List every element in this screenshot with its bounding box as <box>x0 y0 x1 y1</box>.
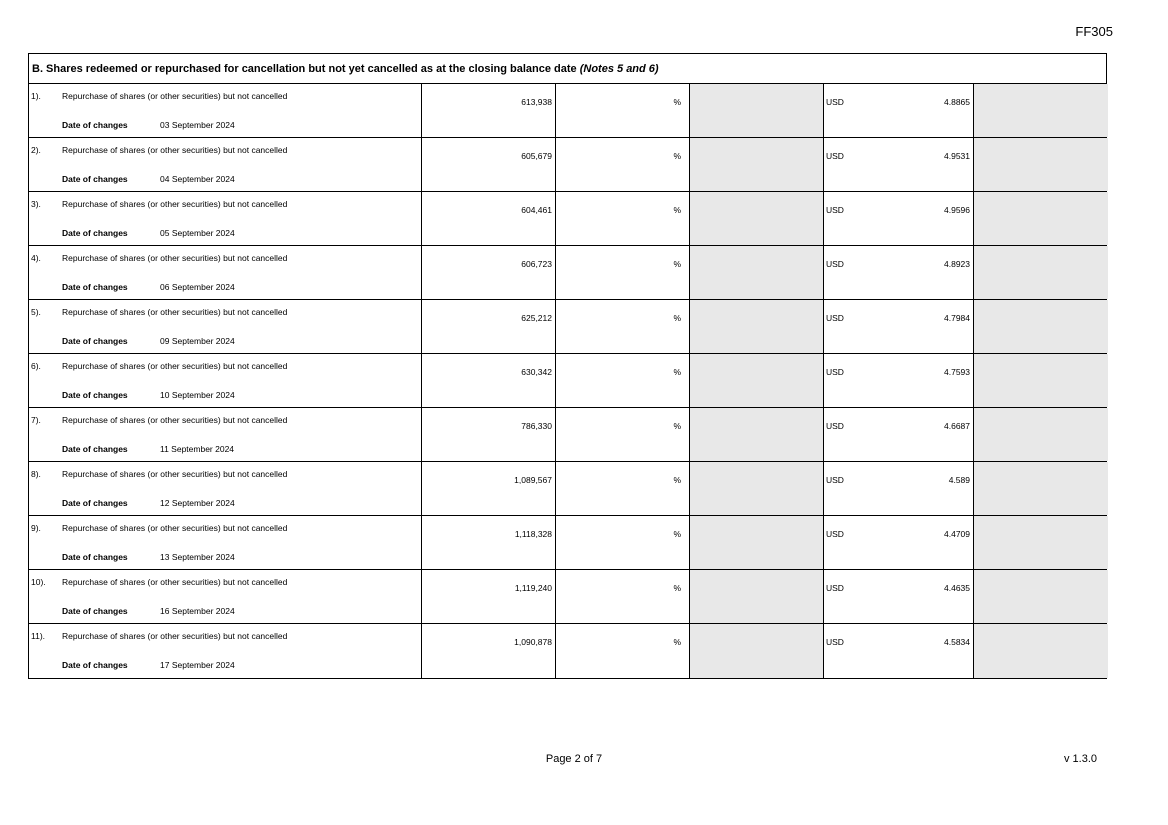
blank-shaded-cell <box>974 570 1108 623</box>
entry-index: 11). <box>31 631 46 641</box>
entry-index: 6). <box>31 361 41 371</box>
table-row <box>29 408 1106 462</box>
quantity-value: 604,461 <box>521 205 552 215</box>
date-value: 04 September 2024 <box>160 174 235 184</box>
table-row <box>29 624 1106 678</box>
price-cell <box>824 408 974 461</box>
percent-cell <box>556 300 690 353</box>
percent-cell <box>556 462 690 515</box>
percent-symbol: % <box>673 529 681 539</box>
date-value: 17 September 2024 <box>160 660 235 670</box>
quantity-cell <box>422 570 556 623</box>
quantity-cell <box>422 138 556 191</box>
price-cell <box>824 300 974 353</box>
entry-description: Repurchase of shares (or other securities) but not cancelled <box>62 253 288 263</box>
date-value: 13 September 2024 <box>160 552 235 562</box>
blank-shaded-cell <box>690 246 824 299</box>
price-value: 4.589 <box>948 475 970 485</box>
currency-code: USD <box>826 637 844 647</box>
date-caption: Date of changes <box>62 660 128 670</box>
price-value: 4.7984 <box>944 313 970 323</box>
date-caption: Date of changes <box>62 444 128 454</box>
entry-index: 8). <box>31 469 41 479</box>
section-title <box>29 54 1106 84</box>
entry-description: Repurchase of shares (or other securities) but not cancelled <box>62 469 288 479</box>
blank-shaded-cell <box>974 84 1108 137</box>
entry-index: 3). <box>31 199 41 209</box>
percent-symbol: % <box>673 97 681 107</box>
percent-symbol: % <box>673 421 681 431</box>
section-notes: (Notes 5 and 6) <box>579 63 659 75</box>
price-value: 4.8923 <box>944 259 970 269</box>
date-caption: Date of changes <box>62 498 128 508</box>
date-caption: Date of changes <box>62 174 128 184</box>
table-row <box>29 246 1106 300</box>
entry-description: Repurchase of shares (or other securities) but not cancelled <box>62 145 288 155</box>
blank-shaded-cell <box>690 516 824 569</box>
description-cell <box>29 408 422 461</box>
entry-index: 1). <box>31 91 41 101</box>
currency-code: USD <box>826 259 844 269</box>
entry-description: Repurchase of shares (or other securities) but not cancelled <box>62 91 288 101</box>
date-value: 16 September 2024 <box>160 606 235 616</box>
quantity-cell <box>422 192 556 245</box>
currency-code: USD <box>826 583 844 593</box>
percent-symbol: % <box>673 637 681 647</box>
price-value: 4.4635 <box>944 583 970 593</box>
currency-code: USD <box>826 367 844 377</box>
blank-shaded-cell <box>690 570 824 623</box>
currency-code: USD <box>826 421 844 431</box>
percent-cell <box>556 624 690 678</box>
quantity-cell <box>422 516 556 569</box>
blank-shaded-cell <box>974 408 1108 461</box>
table-row <box>29 354 1106 408</box>
date-value: 03 September 2024 <box>160 120 235 130</box>
quantity-value: 1,090,878 <box>514 637 552 647</box>
percent-symbol: % <box>673 205 681 215</box>
quantity-value: 630,342 <box>521 367 552 377</box>
description-cell <box>29 192 422 245</box>
quantity-value: 625,212 <box>521 313 552 323</box>
date-value: 11 September 2024 <box>160 444 235 454</box>
price-cell <box>824 138 974 191</box>
entry-description: Repurchase of shares (or other securities) but not cancelled <box>62 361 288 371</box>
blank-shaded-cell <box>974 300 1108 353</box>
description-cell <box>29 246 422 299</box>
percent-symbol: % <box>673 313 681 323</box>
version-label: v 1.3.0 <box>1063 753 1097 765</box>
percent-symbol: % <box>673 583 681 593</box>
blank-shaded-cell <box>690 354 824 407</box>
entries-list <box>29 84 1106 678</box>
table-row <box>29 300 1106 354</box>
table-row <box>29 516 1106 570</box>
table-row <box>29 192 1106 246</box>
date-caption: Date of changes <box>62 120 128 130</box>
blank-shaded-cell <box>690 138 824 191</box>
price-cell <box>824 192 974 245</box>
quantity-cell <box>422 300 556 353</box>
quantity-value: 613,938 <box>521 97 552 107</box>
price-value: 4.9596 <box>944 205 970 215</box>
date-caption: Date of changes <box>62 228 128 238</box>
blank-shaded-cell <box>974 246 1108 299</box>
price-cell <box>824 570 974 623</box>
currency-code: USD <box>826 529 844 539</box>
entry-index: 10). <box>31 577 46 587</box>
description-cell <box>29 300 422 353</box>
page-number: Page 2 of 7 <box>545 753 603 765</box>
quantity-cell <box>422 408 556 461</box>
quantity-value: 1,089,567 <box>514 475 552 485</box>
date-caption: Date of changes <box>62 390 128 400</box>
quantity-value: 605,679 <box>521 151 552 161</box>
price-cell <box>824 354 974 407</box>
date-value: 09 September 2024 <box>160 336 235 346</box>
blank-shaded-cell <box>974 624 1108 678</box>
percent-cell <box>556 516 690 569</box>
entry-index: 4). <box>31 253 41 263</box>
price-value: 4.8865 <box>944 97 970 107</box>
price-value: 4.7593 <box>944 367 970 377</box>
table-row <box>29 138 1106 192</box>
quantity-cell <box>422 462 556 515</box>
blank-shaded-cell <box>974 462 1108 515</box>
entry-description: Repurchase of shares (or other securities) but not cancelled <box>62 415 288 425</box>
description-cell <box>29 570 422 623</box>
blank-shaded-cell <box>690 84 824 137</box>
blank-shaded-cell <box>974 192 1108 245</box>
blank-shaded-cell <box>690 300 824 353</box>
quantity-value: 786,330 <box>521 421 552 431</box>
percent-cell <box>556 408 690 461</box>
blank-shaded-cell <box>690 192 824 245</box>
quantity-value: 606,723 <box>521 259 552 269</box>
blank-shaded-cell <box>974 138 1108 191</box>
percent-cell <box>556 246 690 299</box>
table-row <box>29 462 1106 516</box>
price-cell <box>824 246 974 299</box>
entry-description: Repurchase of shares (or other securities) but not cancelled <box>62 307 288 317</box>
percent-cell <box>556 138 690 191</box>
quantity-cell <box>422 246 556 299</box>
quantity-value: 1,119,240 <box>514 583 552 593</box>
quantity-cell <box>422 354 556 407</box>
percent-cell <box>556 192 690 245</box>
description-cell <box>29 354 422 407</box>
entry-description: Repurchase of shares (or other securities) but not cancelled <box>62 199 288 209</box>
entry-description: Repurchase of shares (or other securities) but not cancelled <box>62 523 288 533</box>
currency-code: USD <box>826 475 844 485</box>
quantity-cell <box>422 624 556 678</box>
percent-symbol: % <box>673 367 681 377</box>
currency-code: USD <box>826 205 844 215</box>
blank-shaded-cell <box>974 354 1108 407</box>
section-title-text: B. Shares redeemed or repurchased for cancellation but not yet cancelled as at the closing balance date <box>32 63 577 75</box>
currency-code: USD <box>826 151 844 161</box>
quantity-value: 1,118,328 <box>514 529 552 539</box>
date-value: 12 September 2024 <box>160 498 235 508</box>
entry-index: 2). <box>31 145 41 155</box>
entry-index: 5). <box>31 307 41 317</box>
quantity-cell <box>422 84 556 137</box>
percent-cell <box>556 570 690 623</box>
date-value: 05 September 2024 <box>160 228 235 238</box>
percent-symbol: % <box>673 151 681 161</box>
blank-shaded-cell <box>690 462 824 515</box>
form-code: FF305 <box>1075 24 1113 39</box>
entry-description: Repurchase of shares (or other securities) but not cancelled <box>62 577 288 587</box>
price-value: 4.6687 <box>944 421 970 431</box>
description-cell <box>29 516 422 569</box>
percent-cell <box>556 84 690 137</box>
table-row <box>29 84 1106 138</box>
table-row <box>29 570 1106 624</box>
price-cell <box>824 516 974 569</box>
blank-shaded-cell <box>690 408 824 461</box>
entry-description: Repurchase of shares (or other securities) but not cancelled <box>62 631 288 641</box>
price-cell <box>824 624 974 678</box>
date-value: 10 September 2024 <box>160 390 235 400</box>
percent-symbol: % <box>673 259 681 269</box>
entry-index: 7). <box>31 415 41 425</box>
price-value: 4.9531 <box>944 151 970 161</box>
shares-repurchased-table <box>28 53 1107 679</box>
date-caption: Date of changes <box>62 552 128 562</box>
date-value: 06 September 2024 <box>160 282 235 292</box>
description-cell <box>29 138 422 191</box>
price-value: 4.5834 <box>944 637 970 647</box>
percent-symbol: % <box>673 475 681 485</box>
description-cell <box>29 624 422 678</box>
entry-index: 9). <box>31 523 41 533</box>
percent-cell <box>556 354 690 407</box>
blank-shaded-cell <box>690 624 824 678</box>
blank-shaded-cell <box>974 516 1108 569</box>
description-cell <box>29 462 422 515</box>
price-cell <box>824 462 974 515</box>
price-cell <box>824 84 974 137</box>
date-caption: Date of changes <box>62 336 128 346</box>
currency-code: USD <box>826 97 844 107</box>
price-value: 4.4709 <box>944 529 970 539</box>
date-caption: Date of changes <box>62 282 128 292</box>
currency-code: USD <box>826 313 844 323</box>
date-caption: Date of changes <box>62 606 128 616</box>
description-cell <box>29 84 422 137</box>
